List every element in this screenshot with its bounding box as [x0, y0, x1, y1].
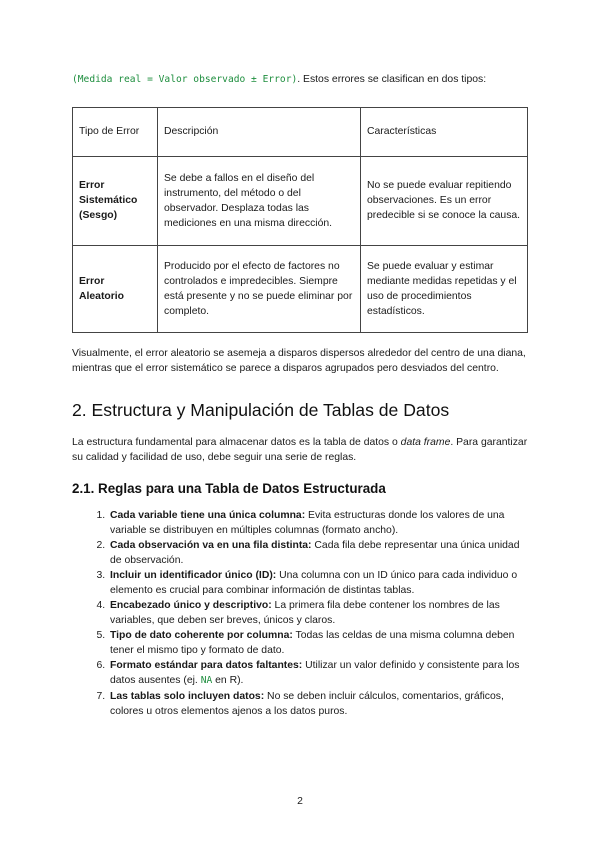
intro-text: . Estos errores se clasifican en dos tipos:	[297, 74, 487, 85]
table-cell-type: Error Aleatorio	[73, 245, 158, 332]
rule-text: No se deben incluir cálculos, comentarios, gráficos, colores u otros elementos ajenos a los datos puros.	[110, 690, 504, 717]
table-row	[73, 156, 528, 245]
rule-text: Todas las celdas de una misma columna deben tener el mismo tipo y formato de dato.	[110, 630, 515, 657]
table-cell-type: Error Sistemático (Sesgo)	[73, 156, 158, 245]
error-types-table	[72, 107, 528, 333]
rule-title: Formato estándar para datos faltantes:	[110, 660, 303, 672]
list-item	[108, 598, 528, 628]
table-header-cell: Características	[361, 107, 528, 156]
rule-title: Incluir un identificador único (ID):	[110, 569, 277, 581]
table-row	[73, 245, 528, 332]
rule-text: Evita estructuras donde los valores de una variable se distribuyen en múltiples columnas (formato ancho).	[110, 509, 505, 536]
table-cell-characteristics: Se puede evaluar y estimar mediante medidas repetidas y el uso de procedimientos estadísticos.	[361, 245, 528, 332]
data-frame-term: data frame	[400, 436, 451, 448]
na-code: NA	[200, 675, 213, 687]
list-item	[108, 568, 528, 598]
rule-text: Cada fila debe representar una única unidad de observación.	[110, 539, 520, 566]
rule-text: Utilizar un valor definido y consistente para los datos ausentes (ej.	[110, 660, 520, 687]
rule-text-end: en R).	[212, 675, 244, 687]
rule-title: Cada variable tiene una única columna:	[110, 509, 306, 521]
table-cell-description: Producido por el efecto de factores no controlados e impredecibles. Siempre está presente y no se puede eliminar por completo.	[158, 245, 361, 332]
after-table-paragraph: Visualmente, el error aleatorio se asemeja a disparos dispersos alrededor del centro de una diana, mientras que el error sistemático se parece a disparos agrupados pero desviados del centro.	[72, 347, 526, 374]
rule-title: Tipo de dato coherente por columna:	[110, 630, 293, 642]
list-item	[108, 689, 528, 719]
section-intro-text: La estructura fundamental para almacenar datos es la tabla de datos o	[72, 436, 401, 448]
list-item	[108, 538, 528, 568]
list-item	[108, 508, 528, 538]
section-title: 2. Estructura y Manipulación de Tablas de Datos	[72, 399, 450, 420]
section-intro-paragraph	[72, 435, 528, 466]
rule-title: Las tablas solo incluyen datos:	[110, 690, 265, 702]
table-header-row	[73, 107, 528, 156]
rule-title: Cada observación va en una fila distinta:	[110, 539, 312, 551]
table-header-cell: Descripción	[158, 107, 361, 156]
intro-paragraph	[72, 72, 528, 88]
page-number: 2	[297, 796, 303, 807]
rule-title: Encabezado único y descriptivo:	[110, 600, 272, 612]
rule-text: La primera fila debe contener los nombres de las variables, que deben ser breves, únicos y claros.	[110, 600, 500, 627]
subsection-title: 2.1. Reglas para una Tabla de Datos Estructurada	[72, 480, 386, 496]
list-item	[108, 628, 528, 658]
table-header-cell: Tipo de Error	[73, 107, 158, 156]
table-cell-description: Se debe a fallos en el diseño del instrumento, del método o del observador. Desplaza todas las mediciones en una misma dirección.	[158, 156, 361, 245]
rules-list	[72, 508, 528, 719]
section-intro-text-end: . Para garantizar su calidad y facilidad de uso, debe seguir una serie de reglas.	[72, 436, 528, 463]
formula-code: (Medida real = Valor observado ± Error)	[72, 74, 298, 85]
list-item	[108, 658, 528, 688]
table-cell-characteristics: No se puede evaluar repitiendo observaciones. Es un error predecible si se conoce la causa.	[361, 156, 528, 245]
document-page	[72, 72, 528, 719]
rule-text: Una columna con un ID único para cada individuo o elemento es crucial para combinar información de distintas tablas.	[110, 569, 518, 596]
